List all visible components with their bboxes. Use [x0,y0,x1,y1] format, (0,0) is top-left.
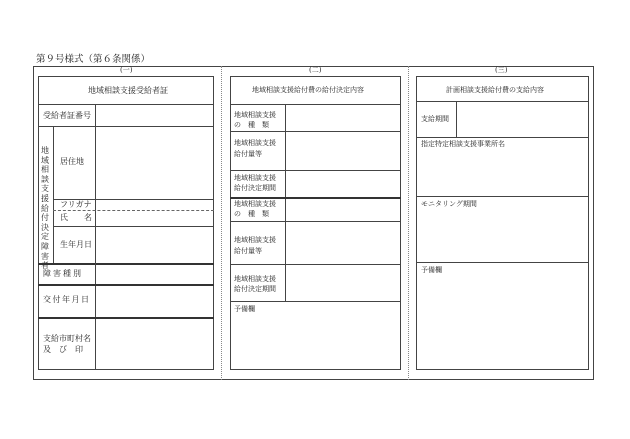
municipality-label-line2: 及 び 印 [43,345,83,354]
panel2-rule [230,104,401,105]
recipient-number-label: 受給者証番号 [43,111,91,120]
panel1-rule [95,104,96,126]
panel2-rule [285,104,286,301]
service-period-label-2-line1: 地域相談支援 [234,275,276,283]
provider-name-label: 指定特定相談支援事業所名 [421,140,505,148]
panel3-remarks-label: 予備欄 [421,266,442,274]
panel1-rule [95,126,96,263]
service-amount-label-2-line2: 給付量等 [234,247,262,255]
panel1-rule [53,210,214,211]
municipality-label-line1: 支給市町村名 [43,334,91,343]
panel2-rule [230,264,401,265]
service-amount-label-1-line1: 地域相談支援 [234,139,276,147]
panel1-heading: 地域相談支援受給者証 [88,86,168,95]
panel2-rule [230,221,401,222]
beneficiary-side-label: 地域相談支援給付決定障害者 [41,146,49,271]
panel-divider-2 [408,66,409,380]
panel3-label: (三) [495,66,508,74]
address-label: 居住地 [60,157,84,166]
panel3-rule [416,101,589,102]
birthdate-label: 生年月日 [60,240,92,249]
panel1-rule [38,126,214,127]
service-type-label-2-line1: 地域相談支援 [234,200,276,208]
furigana-label: フリガナ [60,200,92,209]
panel1-rule [53,226,214,227]
panel1-rule [38,317,214,319]
name-label: 氏 名 [60,213,92,222]
disability-type-label: 障害種別 [43,269,83,278]
panel2-heading: 地域相談支援給付費の給付決定内容 [252,86,364,94]
panel-divider-1 [221,66,222,380]
service-period-label-1-line2: 給付決定期間 [234,184,276,192]
panel2-remarks-label: 予備欄 [234,305,255,313]
panel1-label: (一) [120,66,133,74]
service-type-label-2-line2: の 種 類 [234,210,269,218]
panel3-heading: 計画相談支援給付費の支給内容 [446,86,544,94]
panel1-rule [38,263,214,265]
service-amount-label-2-line1: 地域相談支援 [234,236,276,244]
panel3-rule [416,196,589,197]
panel3-rule [416,262,589,263]
panel3-rule [456,101,457,137]
panel1-rule [38,284,214,286]
panel1-rule [53,126,54,263]
panel3-rule [416,137,589,138]
service-period-label-1-line1: 地域相談支援 [234,174,276,182]
panel1-table [38,76,214,370]
panel2-rule [230,301,401,302]
panel2-rule [230,170,401,171]
panel2-rule [230,197,401,199]
form-title: 第９号様式（第６条関係） [36,54,151,65]
service-type-label-1-line2: の 種 類 [234,121,269,129]
issue-date-label: 交付年月日 [43,295,91,304]
payment-period-label: 支給期間 [421,115,449,123]
monitoring-period-label: モニタリング期間 [421,200,477,208]
service-period-label-2-line2: 給付決定期間 [234,285,276,293]
panel2-label: (二) [309,66,322,74]
service-type-label-1-line1: 地域相談支援 [234,111,276,119]
panel2-rule [230,131,401,132]
service-amount-label-1-line2: 給付量等 [234,150,262,158]
panel1-rule [38,104,214,105]
